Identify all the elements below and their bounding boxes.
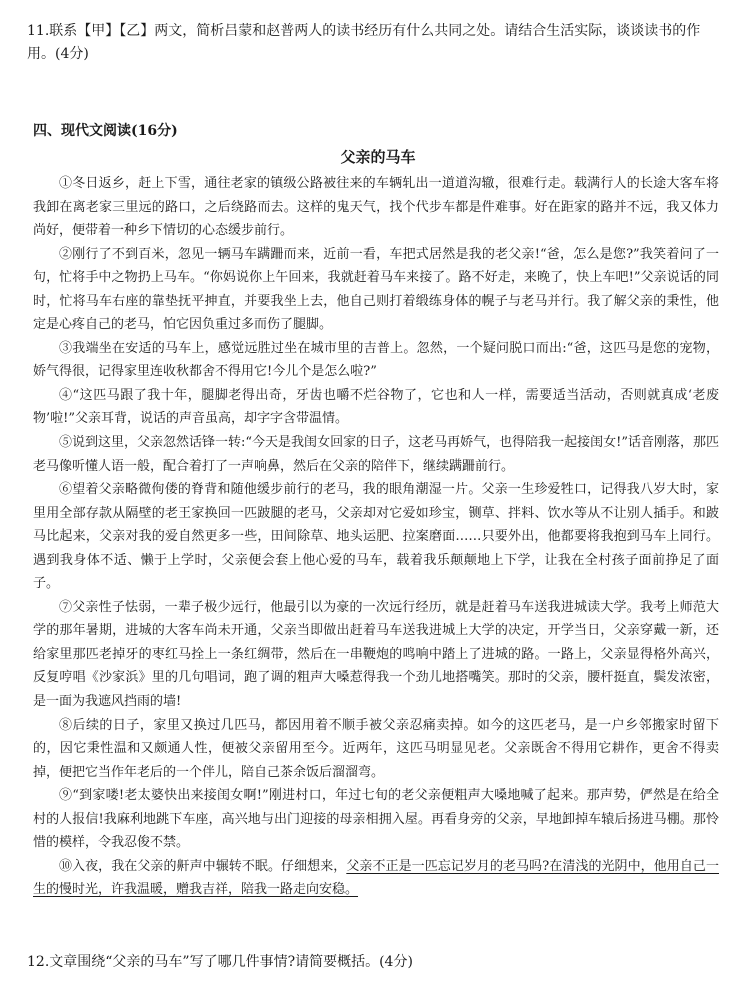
- article-body: [33, 172, 719, 902]
- article-paragraph-7: ⑦父亲性子怯弱，一辈子极少远行，他最引以为豪的一次远行经历，就是赶着马车送我进城读大学。我考上师范大学的那年暑期，进城的大客车尚未开通，父亲当即做出赶着马车送我进城上大学的决定，开学当日，父亲穿戴一新，还给家里那匹老掉牙的枣红马拴上一条红绸带，然后在一串鞭炮的鸣响中踏上了进城的路。一路上，父亲显得格外高兴，反复哼唱《沙家浜》里的几句唱词，跑了调的粗声大嗓惹得我一个劲儿地搭嘴笑。那时的父亲，腰杆挺直，鬓发浓密，是一面为我遮风挡雨的墙!: [33, 599, 719, 710]
- article-paragraph-2: ②刚行了不到百米，忽见一辆马车蹒跚而来，近前一看，车把式居然是我的老父亲!“爸，怎么是您?”我笑着问了一句，忙将手中之物扔上马车。“你妈说你上午回来，我就赶着马车来接了。路不好走，来晚了，快上车吧!”父亲说话的同时，忙将马车右座的靠垫抚平抻直，并要我坐上去，他自己则打着缎练身体的幌子与老马并行。我了解父亲的秉性，他定是心疼自己的老马，怕它因负重过多而伤了腿脚。: [33, 246, 719, 333]
- article-paragraph-10: [33, 855, 719, 902]
- underlined-sentence: 父亲不正是一匹忘记岁月的老马吗?在清浅的光阴中，他用自己一生的慢时光，许我温暖，赠我吉祥，陪我一路走向安稳。: [33, 858, 719, 898]
- article-paragraph-9: ⑨“到家喽!老太婆快出来接闺女啊!”刚进村口，年过七旬的老父亲便粗声大嗓地喊了起来。那声势，俨然是在给全村的人报信!我麻利地跳下车座，高兴地与出门迎接的母亲相拥入屋。再看身旁的父亲，早地卸掉车辕后扬进马棚。那怜惜的模样，令我忍俊不禁。: [33, 788, 719, 851]
- question-11: 11.联系【甲】【乙】两文，简析吕蒙和赵普两人的读书经历有什么共同之处。请结合生活实际，谈谈读书的作用。(4分): [27, 23, 701, 62]
- article-paragraph-1: ①冬日返乡，赶上下雪，通往老家的镇级公路被往来的车辆轧出一道道沟辙，很难行走。载满行人的长途大客车将我卸在离老家三里远的路口，之后绕路而去。这样的鬼天气，找个代步车都是件难事。好在距家的路并不远，我又体力尚好，便带着一种乡下情切的心态缓步前行。: [33, 176, 719, 239]
- article-paragraph-4: ④“这匹马跟了我十年，腿脚老得出奇，牙齿也嚼不烂谷物了，它也和人一样，需要适当活动，否则就真成‘老废物’啦!”父亲耳背，说话的声音虽高，却字字含带温情。: [33, 387, 719, 427]
- article-paragraph-5: ⑤说到这里，父亲忽然话锋一转:“今天是我闺女回家的日子，这老马再娇气，也得陪我一起接闺女!”话音刚落，那匹老马像听懂人语一般，配合着打了一声响鼻，然后在父亲的陪伴下，继续蹒跚前行。: [33, 435, 719, 474]
- article-paragraph-3: ③我端坐在安适的马车上，感觉远胜过坐在城市里的吉普上。忽然，一个疑问脱口而出:“爸，这匹马是您的宠物，娇气得很，记得家里连收秋都舍不得用它!今儿个是怎么啦?”: [33, 340, 719, 380]
- article-title: 父亲的马车: [340, 148, 416, 166]
- article-paragraph-8: ⑧后续的日子，家里又换过几匹马，都因用着不顺手被父亲忍痛卖掉。如今的这匹老马，是一户乡邻搬家时留下的，因它秉性温和又颇通人性，便被父亲留用至今。近两年，这匹马明显见老。父亲既舍不得用它耕作，更舍不得卖掉，便把它当作年老后的一个伴儿，陪自己茶余饭后溜溜弯。: [33, 717, 719, 780]
- paragraph-10-text: ⑩入夜，我在父亲的鼾声中辗转不眠。仔细想来，: [59, 858, 347, 874]
- section-heading: 四、现代文阅读(16分): [33, 123, 178, 139]
- article-paragraph-6: ⑥望着父亲略微佝偻的脊背和随他缓步前行的老马，我的眼角潮湿一片。父亲一生珍爱牲口，记得我八岁大时，家里用全部存款从隔壁的老王家换回一匹跛腿的老马，父亲却对它爱如珍宝，铡草、拌料、饮水等从不让别人插手。和跛马比起来，父亲对我的爱自然更多一些，田间除草、地头运肥、拉案磨面……只要外出，他都要将我抱到马车上同行。遇到我身体不适、懒于上学时，父亲便会套上他心爱的马车，载着我乐颠颠地上下学，让我在全村孩子面前挣足了面子。: [33, 482, 719, 592]
- question-12: 12.文章围绕“父亲的马车”写了哪几件事情?请简要概括。(4分): [27, 954, 413, 970]
